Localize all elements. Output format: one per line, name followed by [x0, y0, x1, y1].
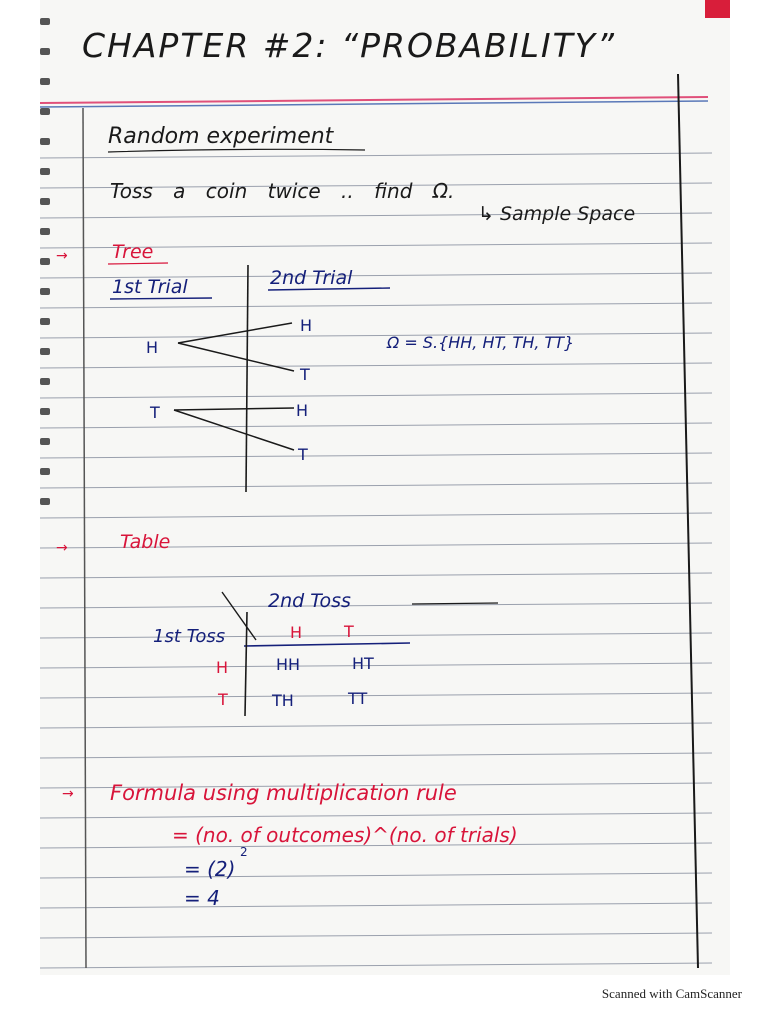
table-cell-ht: HT [352, 654, 374, 673]
tree-first-t: T [150, 403, 160, 422]
table-row-h: H [216, 658, 229, 677]
spiral-hole [40, 468, 50, 475]
tree-second-t2: T [298, 445, 308, 464]
table-arrow-icon: → [56, 540, 68, 556]
spiral-hole [40, 108, 50, 115]
spiral-hole [40, 438, 50, 445]
table-cell-th: TH [272, 691, 294, 710]
table-row-header: 1st Toss [153, 626, 226, 647]
formula-arrow-icon: → [62, 786, 74, 802]
task-text: Toss a coin twice .. find Ω. [110, 179, 455, 203]
spiral-hole [40, 138, 50, 145]
spiral-hole [40, 228, 50, 235]
spiral-hole [40, 408, 50, 415]
chapter-title: CHAPTER #2: “PROBABILITY” [82, 26, 617, 65]
formula-step1: = (2) [184, 857, 236, 881]
spiral-hole [40, 318, 50, 325]
formula-step2: = 4 [184, 886, 220, 910]
table-cell-tt: TT [348, 689, 368, 708]
formula-title: Formula using multiplication rule [110, 781, 457, 805]
sample-space-result: Ω = S.{HH, HT, TH, TT} [387, 333, 575, 352]
spiral-hole [40, 348, 50, 355]
spiral-hole [40, 168, 50, 175]
table-row-t: T [218, 690, 228, 709]
spiral-hole [40, 78, 50, 85]
spiral-hole [40, 48, 50, 55]
omega-note: ↳ Sample Space [478, 203, 636, 225]
tree-first-h: H [146, 338, 159, 357]
tree-second-h1: H [300, 316, 313, 335]
tree-col1-underline [110, 298, 212, 299]
tree-title: Tree [112, 241, 154, 263]
table-title: Table [120, 531, 171, 553]
formula-expression: = (no. of outcomes)^(no. of trials) [172, 823, 518, 847]
tree-second-h2: H [296, 401, 309, 420]
table-col-t: T [344, 622, 354, 641]
formula-step1-exponent: 2 [240, 845, 248, 859]
tree-col1-header: 1st Trial [112, 276, 188, 298]
tree-col2-header: 2nd Trial [270, 267, 353, 289]
spiral-hole [40, 258, 50, 265]
page-corner [705, 0, 730, 18]
spiral-hole [40, 18, 50, 25]
spiral-hole [40, 198, 50, 205]
table-col-h: H [290, 623, 303, 642]
table-cell-hh: HH [276, 655, 301, 674]
tree-arrow-icon: → [56, 248, 68, 264]
tree-second-t1: T [300, 365, 310, 384]
scanner-watermark: Scanned with CamScanner [601, 986, 742, 1001]
spiral-hole [40, 288, 50, 295]
section-heading: Random experiment [108, 124, 334, 149]
spiral-hole [40, 498, 50, 505]
table-col-header: 2nd Toss [268, 590, 351, 612]
spiral-hole [40, 378, 50, 385]
